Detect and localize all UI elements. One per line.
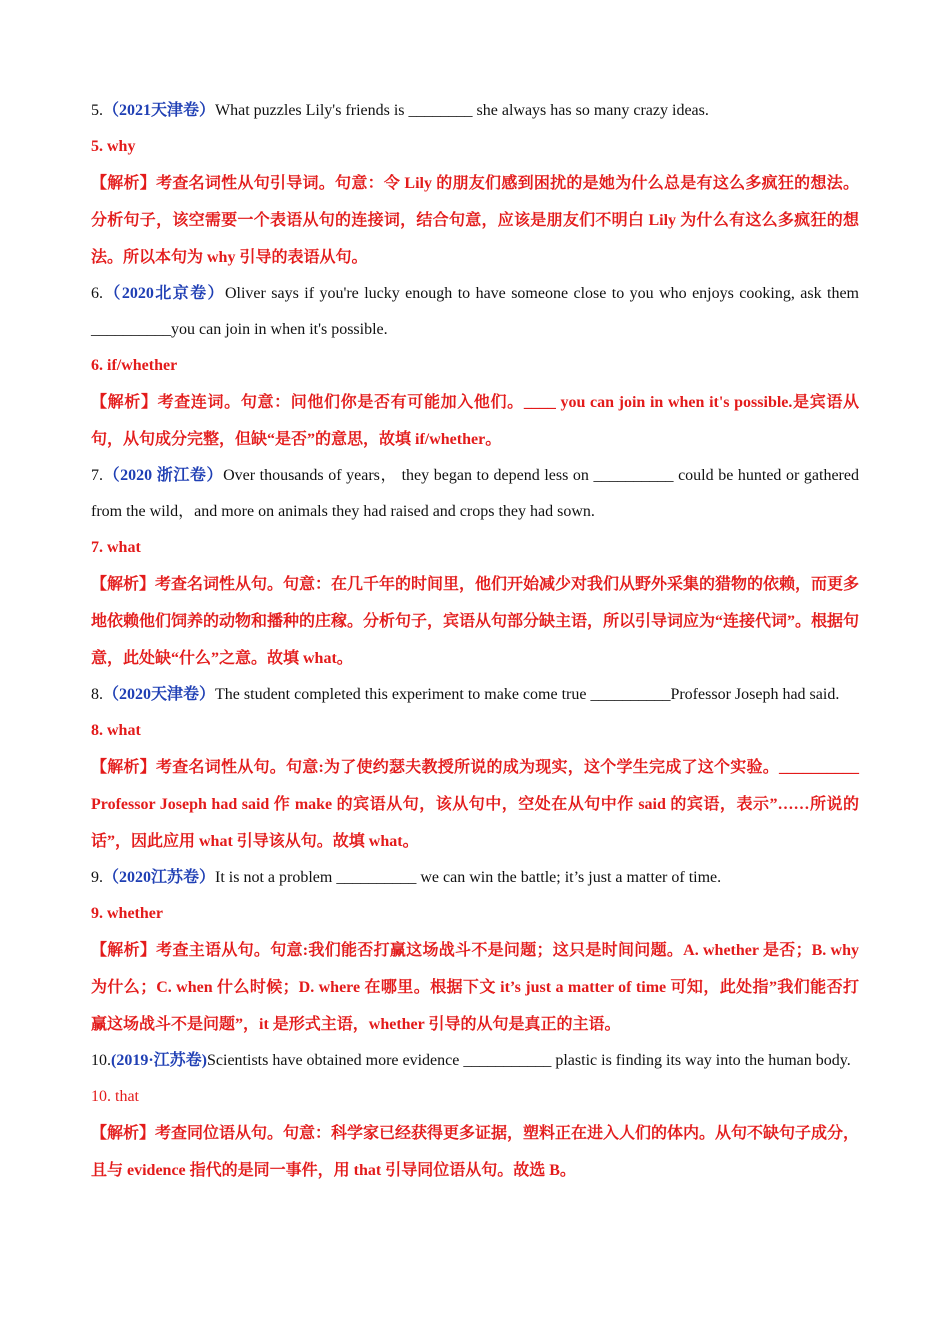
question-7 xyxy=(91,458,859,530)
answer-7: 7. what xyxy=(91,539,141,556)
answer-9: 9. whether xyxy=(91,905,163,922)
answer-10: 10. that xyxy=(91,1088,139,1105)
question-number: 5. xyxy=(91,102,103,119)
question-block-9 xyxy=(91,860,859,1043)
explanation-5: 【解析】考查名词性从句引导词。句意：令 Lily 的朋友们感到困扰的是她为什么总是有这么多疯狂的想法。分析句子，该空需要一个表语从句的连接词，结合句意，应该是朋友们不明白 Lily 为什么有这么多疯狂的想法。所以本句为 why 引导的表语从句。 xyxy=(91,175,859,266)
question-text: Over thousands of years， they began to depend less on __________ could be hunted or gathered from the wild，and more on animals they had raised and crops they had sown. xyxy=(91,467,859,520)
question-text: Scientists have obtained more evidence ___________ plastic is finding its way into the human body. xyxy=(207,1052,851,1069)
question-number: 8. xyxy=(91,686,103,703)
question-6 xyxy=(91,276,859,348)
question-text: What puzzles Lily's friends is ________ she always has so many crazy ideas. xyxy=(215,102,709,119)
question-source: (2019·江苏卷) xyxy=(111,1052,207,1069)
question-number: 7. xyxy=(91,467,103,484)
question-text: Oliver says if you're lucky enough to have someone close to you who enjoys cooking, ask them __________you can join in when it's possible. xyxy=(91,285,859,338)
answer-8: 8. what xyxy=(91,722,141,739)
answer-6: 6. if/whether xyxy=(91,357,178,374)
question-source: （2020北京卷） xyxy=(103,285,225,302)
question-block-8 xyxy=(91,677,859,860)
question-number: 9. xyxy=(91,869,103,886)
question-number: 10. xyxy=(91,1052,111,1069)
question-source: （2020江苏卷） xyxy=(103,869,216,886)
answer-5: 5. why xyxy=(91,138,136,155)
question-source: （2021天津卷） xyxy=(103,102,216,119)
document-page xyxy=(91,93,859,1189)
question-source: （2020 浙江卷） xyxy=(103,467,224,484)
explanation-8: 【解析】考查名词性从句。句意:为了使约瑟夫教授所说的成为现实，这个学生完成了这个实验。__________ Professor Joseph had said 作 make 的宾语从句，该从句中，空处在从句中作 said 的宾语，表示”……所说的话”，因此应用 what 引导该从句。故填 what。 xyxy=(91,759,859,850)
explanation-9: 【解析】考查主语从句。句意:我们能否打赢这场战斗不是问题；这只是时间问题。A. whether 是否；B. why 为什么；C. when 什么时候；D. where 在哪里。根据下文 it’s just a matter of time 可知，此处指”我们能否打赢这场战斗不是问题”，it 是形式主语，whether 引导的从句是真正的主语。 xyxy=(91,942,859,1033)
question-text: The student completed this experiment to make come true __________Professor Joseph had said. xyxy=(215,686,840,703)
question-number: 6. xyxy=(91,285,103,302)
question-block-5 xyxy=(91,93,859,276)
question-5 xyxy=(91,93,859,129)
question-8 xyxy=(91,677,859,713)
question-10 xyxy=(91,1043,859,1079)
question-text: It is not a problem __________ we can win the battle; it’s just a matter of time. xyxy=(215,869,722,886)
question-block-7 xyxy=(91,458,859,677)
explanation-6: 【解析】考查连词。句意：问他们你是否有可能加入他们。____ you can join in when it's possible.是宾语从句，从句成分完整，但缺“是否”的意思，故填 if/whether。 xyxy=(91,394,859,448)
explanation-7: 【解析】考查名词性从句。句意：在几千年的时间里，他们开始减少对我们从野外采集的猎物的依赖，而更多地依赖他们饲养的动物和播种的庄稼。分析句子，宾语从句部分缺主语，所以引导词应为“连接代词”。根据句意，此处缺“什么”之意。故填 what。 xyxy=(91,576,860,667)
question-block-10 xyxy=(91,1043,859,1189)
explanation-10: 【解析】考查同位语从句。句意：科学家已经获得更多证据，塑料正在进入人们的体内。从句不缺句子成分，且与 evidence 指代的是同一事件，用 that 引导同位语从句。故选 B。 xyxy=(91,1125,860,1179)
question-block-6 xyxy=(91,276,859,458)
question-source: （2020天津卷） xyxy=(103,686,216,703)
question-9 xyxy=(91,860,859,896)
